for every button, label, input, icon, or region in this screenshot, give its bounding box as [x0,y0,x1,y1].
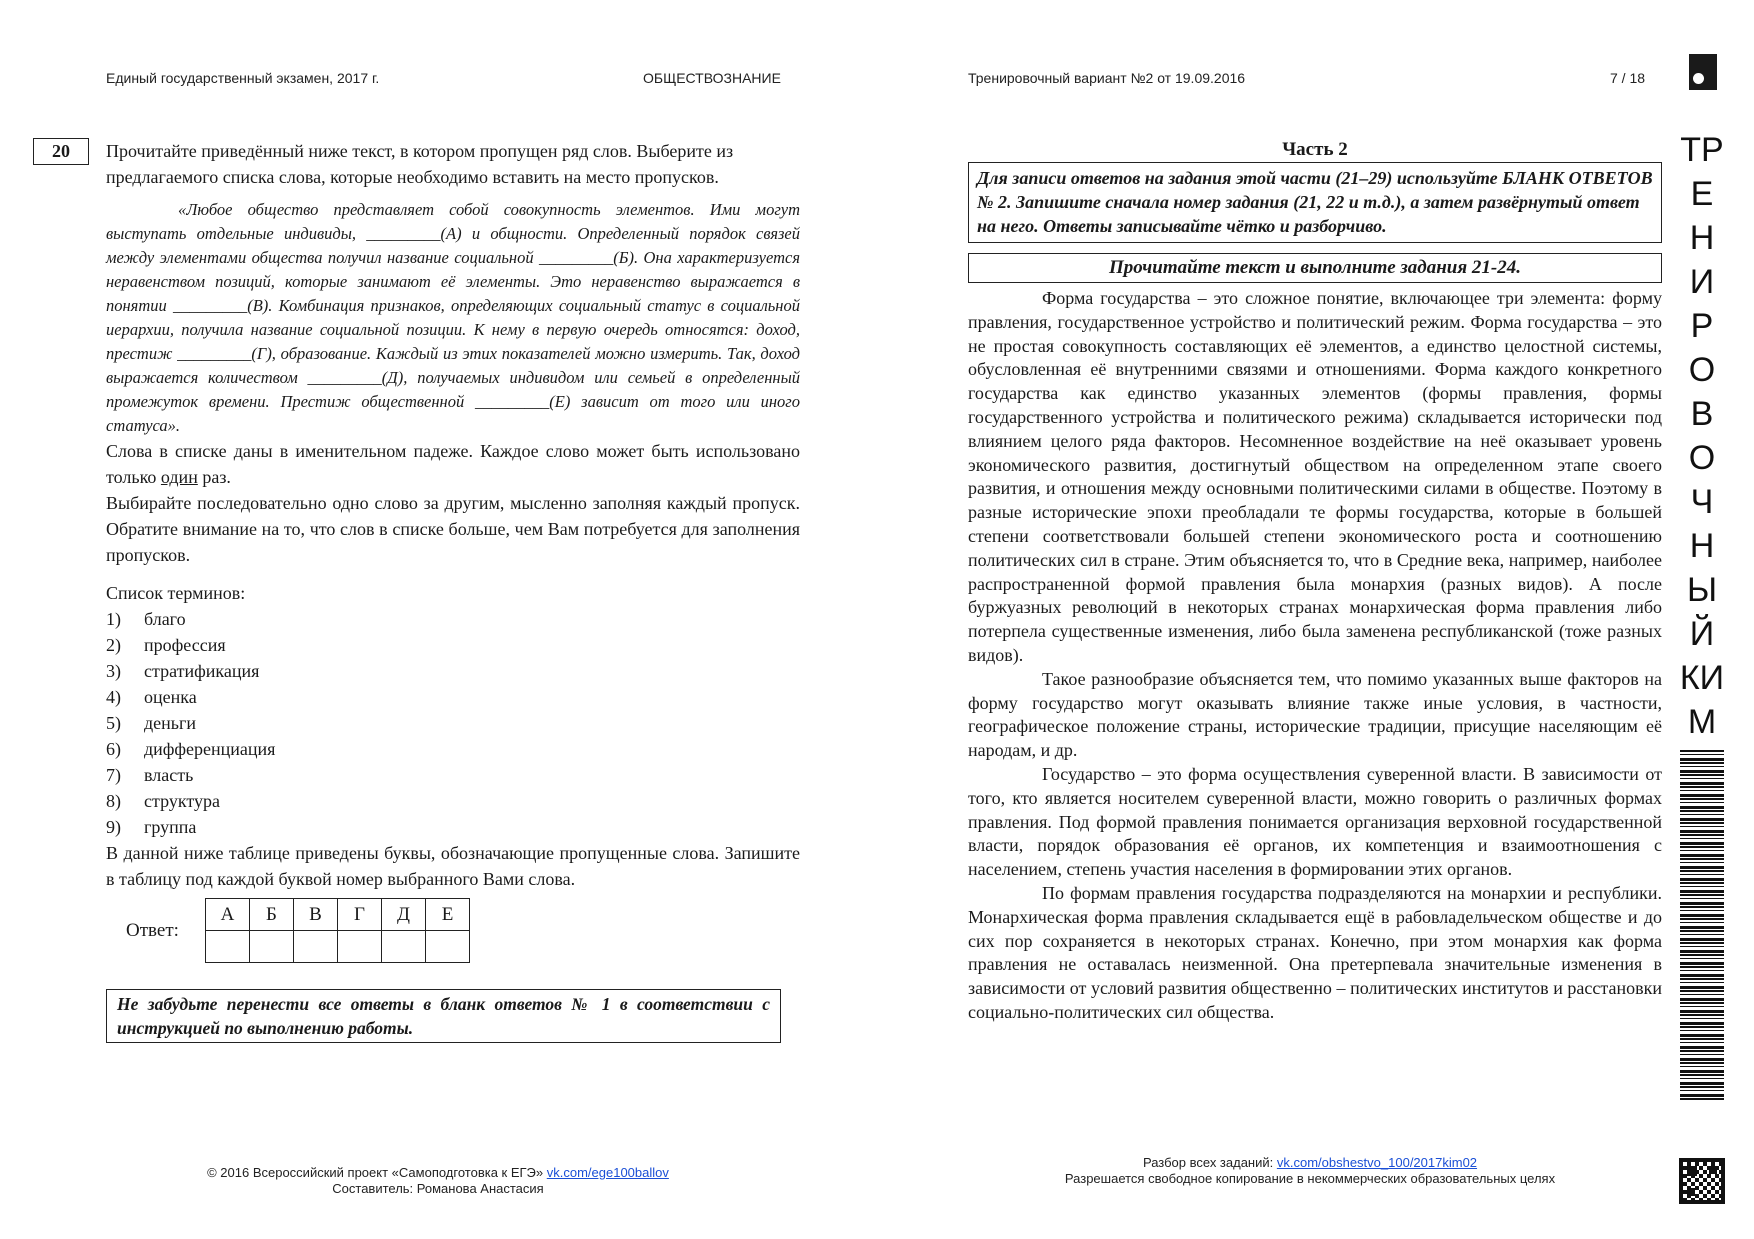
term-number: 8) [106,791,121,811]
side-label-letter: Й [1689,615,1715,653]
term-item [106,658,800,684]
text-paragraph: Государство – это форма осуществления суверенной власти. В зависимости от того, кто является носителем суверенной власти, можно говорить о различных формах правления. Под формой правления понимается организация верховной государственной власти, порядок образования её органов, их компетенция и взаимоотношения с населением, степень участия населения в формировании этих органов. [968,763,1662,880]
side-label-letter: ТР [1680,131,1724,169]
answer-cell[interactable] [294,931,338,963]
subject-title: ОБЩЕСТВОЗНАНИЕ [643,70,781,86]
term-item [106,710,800,736]
term-number: 6) [106,739,121,759]
text-paragraph: Такое разнообразие объясняется тем, что помимо указанных выше факторов на форму государство могут оказывать влияние также иные условия, в частности, географическое положение страны, исторические традиции, присущие населяющим её народам, и др. [968,668,1662,761]
side-label-letter: КИ [1679,659,1725,697]
term-number: 5) [106,713,121,733]
reminder-box: Не забудьте перенести все ответы в бланк ответов № 1 в соответствии с инструкцией по выполнению работы. [106,989,781,1043]
answer-letter: Г [338,899,382,931]
text-paragraph: Форма государства – это сложное понятие, включающее три элемента: форму правления, государственное устройство и политический режим. Форма государства – это не простая совокупность составляющих её элементов, а единство целостной системы, обусловленная её внутренними связями и отношениями. Форма каждого конкретного государства как единство указанных элементов (формы правления, формы государственного устройства и политического режима) складывается исторически под влиянием целого ряда факторов. Несомненное воздействие на неё оказывает уровень экономического развития, достигнутый обществом на определенном этапе своего развития, и отношения между основными политическими силами в обществе. Поэтому в разные исторические эпохи преобладали те формы государства, которые в большей степени соответствовали большей степени экономического роста и соотношению политических сил в стране. Этим объясняется то, что в Средние века, например, наиболее распространенной формой правления была монархия (разных видов). А после буржуазных революций в некоторых странах монархическая форма правления либо потерпела существенные изменения, либо была заменена республиканской (тоже разных видов). [968,288,1662,665]
term-word: дифференциация [144,739,276,759]
answer-cell[interactable] [426,931,470,963]
term-number: 3) [106,661,121,681]
side-label-letter: Н [1689,527,1715,565]
answer-cell[interactable] [250,931,294,963]
term-item [106,736,800,762]
task-quote: «Любое общество представляет собой совокупность элементов. Ими могут выступать отдельные индивиды, _________(А) и общности. Определенный порядок связей между элементами общества получил название социальной _________(Б). Она характеризуется неравенством позиций, которые занимают её элементы. Это неравенство выражается в понятии _________(В). Комбинация признаков, определяющих социальный статус в социальной иерархии, получила название социальной позиции. К нему в первую очередь относятся: доход, престиж _________(Г), образование. Каждый из этих показателей можно измерить. Так, доход выражается количеством _________(Д), получаемых индивидом или семьей в определенный промежуток времени. Престиж общественной _________(Е) зависит от того или иного статуса». [106,200,800,435]
footer-link-left[interactable]: vk.com/ege100ballov [546,1165,669,1180]
answer-cell[interactable] [206,931,250,963]
reading-text [968,287,1662,1025]
answer-cells-row [206,931,470,963]
page-number: 7 / 18 [1610,70,1646,86]
term-word: стратификация [144,661,260,681]
side-label [1674,128,1730,744]
barcode-icon [1680,750,1724,1100]
term-item [106,606,800,632]
term-number: 2) [106,635,121,655]
task-20-column [106,138,800,1043]
answer-cell[interactable] [338,931,382,963]
side-label-letter: М [1687,703,1717,741]
table-note: В данной ниже таблице приведены буквы, обозначающие пропущенные слова. Запишите в таблицу под каждой буквой номер выбранного Вами слова. [106,843,800,889]
terms-list [106,606,800,840]
qr-code-icon [1679,1158,1725,1204]
review-text: Разбор всех заданий: [1142,1155,1277,1170]
term-number: 1) [106,609,121,629]
side-label-letter: Ч [1690,483,1714,521]
answer-letter: Д [382,899,426,931]
footer-link-right[interactable]: vk.com/obshestvo_100/2017kim02 [1276,1155,1478,1170]
term-word: деньги [144,713,197,733]
term-word: профессия [144,635,226,655]
side-label-letter: Ы [1686,571,1718,609]
term-item [106,632,800,658]
answer-letter: Е [426,899,470,931]
words-note: Слова в списке даны в именительном падеже. Каждое слово может быть использовано только один раз. [106,441,800,487]
side-label-letter: О [1688,439,1716,477]
term-word: оценка [144,687,197,707]
part-2-title: Часть 2 [1282,139,1348,160]
author-text: Составитель: Романова Анастасия [332,1181,544,1196]
task-intro: Прочитайте приведённый ниже текст, в котором пропущен ряд слов. Выберите из предлагаемого списка слова, которые необходимо вставить на место пропусков. [106,141,734,187]
answer-letters-row [206,899,470,931]
term-number: 9) [106,817,121,837]
term-item [106,684,800,710]
side-label-letter: И [1689,263,1715,301]
term-item [106,788,800,814]
license-text: Разрешается свободное копирование в некоммерческих образовательных целях [1064,1171,1556,1186]
footer-left [168,1165,708,1197]
answer-letter: В [294,899,338,931]
term-word: благо [144,609,186,629]
answer-table [205,898,470,963]
term-item [106,762,800,788]
footer-right [1000,1155,1620,1187]
instructions-box: Для записи ответов на задания этой части (21–29) используйте БЛАНК ОТВЕТОВ № 2. Запишите сначала номер задания (21, 22 и т.д.), а затем развёрнутый ответ на него. Ответы записывайте чётко и разборчиво. [968,162,1662,243]
term-word: структура [144,791,220,811]
answer-row [126,898,800,963]
side-label-letter: Н [1689,219,1715,257]
choose-note: Выбирайте последовательно одно слово за другим, мысленно заполняя каждый пропуск. Обратите внимание на то, что слов в списке больше, чем Вам потребуется для заполнения пропусков. [106,493,800,565]
terms-title: Список терминов: [106,583,246,603]
term-word: власть [144,765,194,785]
text-paragraph: По формам правления государства подразделяются на монархии и республики. Монархическая форма правления складывается ещё в рабовладельческом обществе и до сих пор сохраняется в некоторых странах. Конечно, при этом монархия как форма правления не оставалась неизменной. Она претерпевала значительные изменения в зависимости от условий развития общественно – политических институтов и расстановки социально-политических сил общества. [968,882,1662,1022]
answer-cell[interactable] [382,931,426,963]
term-number: 7) [106,765,121,785]
side-label-letter: О [1688,351,1716,389]
variant-title: Тренировочный вариант №2 от 19.09.2016 [968,70,1246,86]
side-label-letter: В [1690,395,1714,433]
side-label-letter: Р [1690,307,1714,345]
copyright-text: © 2016 Всероссийский проект «Самоподготовка к ЕГЭ» [207,1165,547,1180]
corner-marker-icon [1689,54,1717,90]
term-number: 4) [106,687,121,707]
read-prompt-box: Прочитайте текст и выполните задания 21-24. [968,253,1662,283]
term-word: группа [144,817,197,837]
words-note-emphasis: один [160,467,198,487]
side-label-letter: Е [1690,175,1714,213]
answer-letter: А [206,899,250,931]
exam-title: Единый государственный экзамен, 2017 г. [106,70,380,86]
task-number-box: 20 [33,138,89,165]
part-2-column [968,138,1662,1025]
term-item [106,814,800,840]
answer-letter: Б [250,899,294,931]
answer-label: Ответ: [126,919,179,941]
